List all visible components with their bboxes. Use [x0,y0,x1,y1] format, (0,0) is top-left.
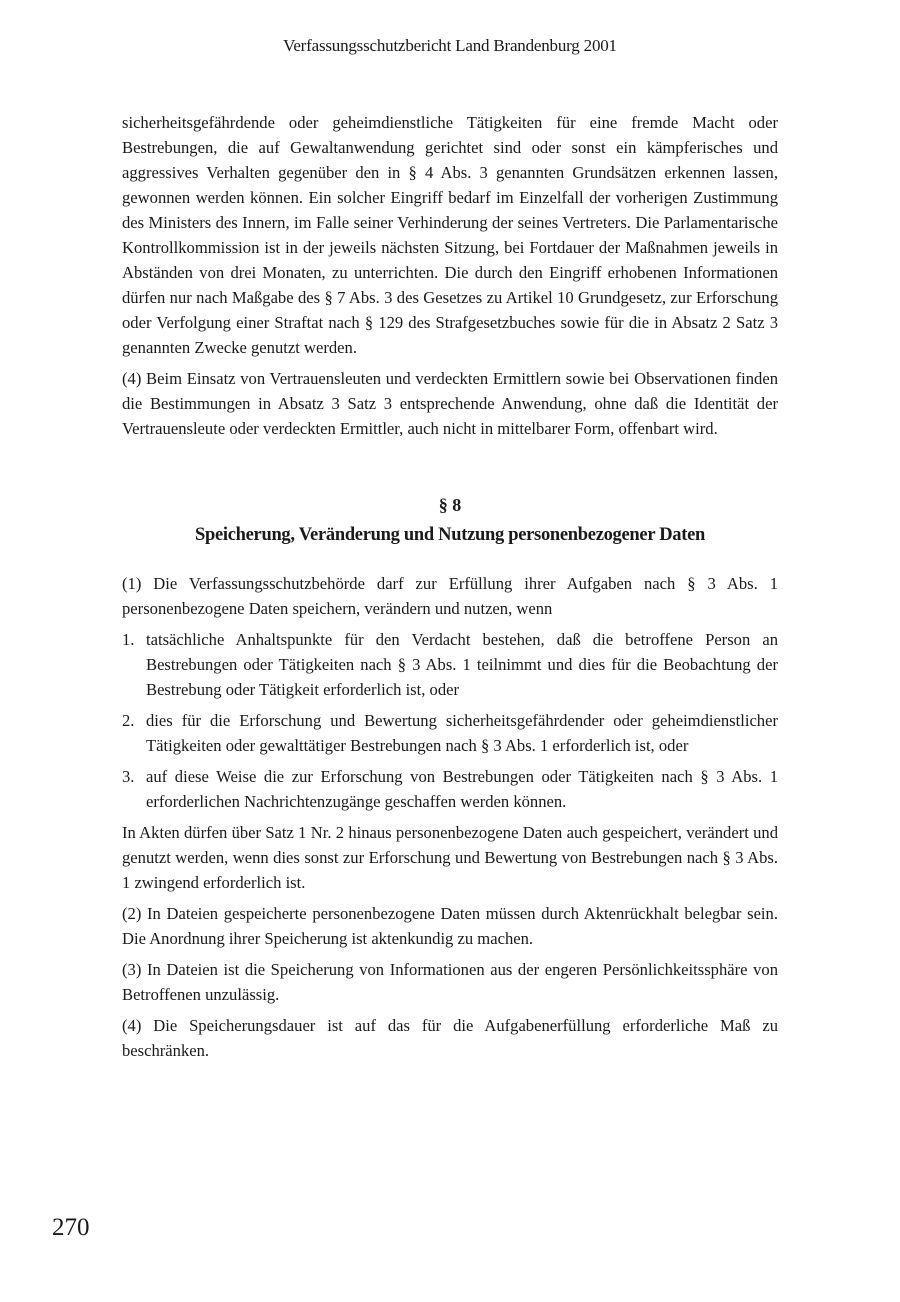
section-paragraph-2: (2) In Dateien gespeicherte personenbezogene Daten müssen durch Aktenrückhalt belegbar sein. Die Anordnung ihrer Speicherung ist aktenkundig zu machen. [122,904,778,948]
list-item-text: tatsächliche Anhaltspunkte für den Verdacht bestehen, daß die betroffene Person an Bestrebungen oder Tätigkeiten nach § 3 Abs. 1 teilnimmt und dies für die Beobachtung der Bestrebung oder Tätigkeit erforderlich ist, oder [146,630,778,699]
section-paragraph-1-tail: In Akten dürfen über Satz 1 Nr. 2 hinaus personenbezogene Daten auch gespeichert, verändert und genutzt werden, wenn dies sonst zur Erforschung und Bewertung von Bestrebungen nach § 3 Abs. 1 zwingend erforderlich ist. [122,823,778,892]
list-item-text: auf diese Weise die zur Erforschung von Bestrebungen oder Tätigkeiten nach § 3 Abs. 1 erforderlichen Nachrichtenzugänge geschaffen werden können. [146,767,778,811]
list-item [122,708,778,758]
section-paragraph-3: (3) In Dateien ist die Speicherung von Informationen aus der engeren Persönlichkeitssphäre von Betroffenen unzulässig. [122,960,778,1004]
enumerated-list [122,627,778,814]
list-item [122,627,778,702]
list-item-number: 3. [122,767,135,786]
list-item-number: 1. [122,630,135,649]
section-paragraph-4: (4) Die Speicherungsdauer ist auf das für die Aufgabenerfüllung erforderliche Maß zu beschränken. [122,1016,778,1060]
list-item-number: 2. [122,711,135,730]
section-title: Speicherung, Veränderung und Nutzung personenbezogener Daten [195,525,705,545]
paragraph-4: (4) Beim Einsatz von Vertrauensleuten und verdeckten Ermittlern sowie bei Observationen finden die Bestimmungen in Absatz 3 Satz 3 entsprechende Anwendung, ohne daß die Identität der Vertrauensleute oder verdeckten Ermittler, auch nicht in mittelbarer Form, offenbart wird. [122,369,778,438]
list-item-text: dies für die Erforschung und Bewertung sicherheitsgefährdender oder geheimdienstlicher Tätigkeiten oder gewalttätiger Bestrebungen nach § 3 Abs. 1 erforderlich ist, oder [146,711,778,755]
running-header: Verfassungsschutzbericht Land Brandenburg 2001 [283,36,617,55]
page-number: 270 [52,1214,90,1241]
body-text [122,110,778,1069]
paragraph-continuation: sicherheitsgefährdende oder geheimdienstliche Tätigkeiten für eine fremde Macht oder Bestrebungen, die auf Gewaltanwendung gerichtet sind oder sonst ein kämpferisches und aggressives Verhalten gegenüber den in § 4 Abs. 3 genannten Grundsätzen erkennen lassen, gewonnen werden können. Ein solcher Eingriff bedarf im Einzelfall der vorherigen Zustimmung des Ministers des Innern, im Falle seiner Verhinderung der seines Vertreters. Die Parlamentarische Kontrollkommission ist in der jeweils nächsten Sitzung, bei Fortdauer der Maßnahmen jeweils in Abständen von drei Monaten, zu unterrichten. Die durch den Eingriff erhobenen Informationen dürfen nur nach Maßgabe des § 7 Abs. 3 des Gesetzes zu Artikel 10 Grundgesetz, zur Erforschung oder Verfolgung einer Straftat nach § 129 des Strafgesetzbuches sowie für die in Absatz 2 Satz 3 genannten Zwecke genutzt werden. [122,113,778,357]
section-number: § 8 [438,495,462,515]
section-paragraph-1-intro: (1) Die Verfassungsschutzbehörde darf zur Erfüllung ihrer Aufgaben nach § 3 Abs. 1 personenbezogene Daten speichern, verändern und nutzen, wenn [122,574,778,618]
list-item [122,764,778,814]
